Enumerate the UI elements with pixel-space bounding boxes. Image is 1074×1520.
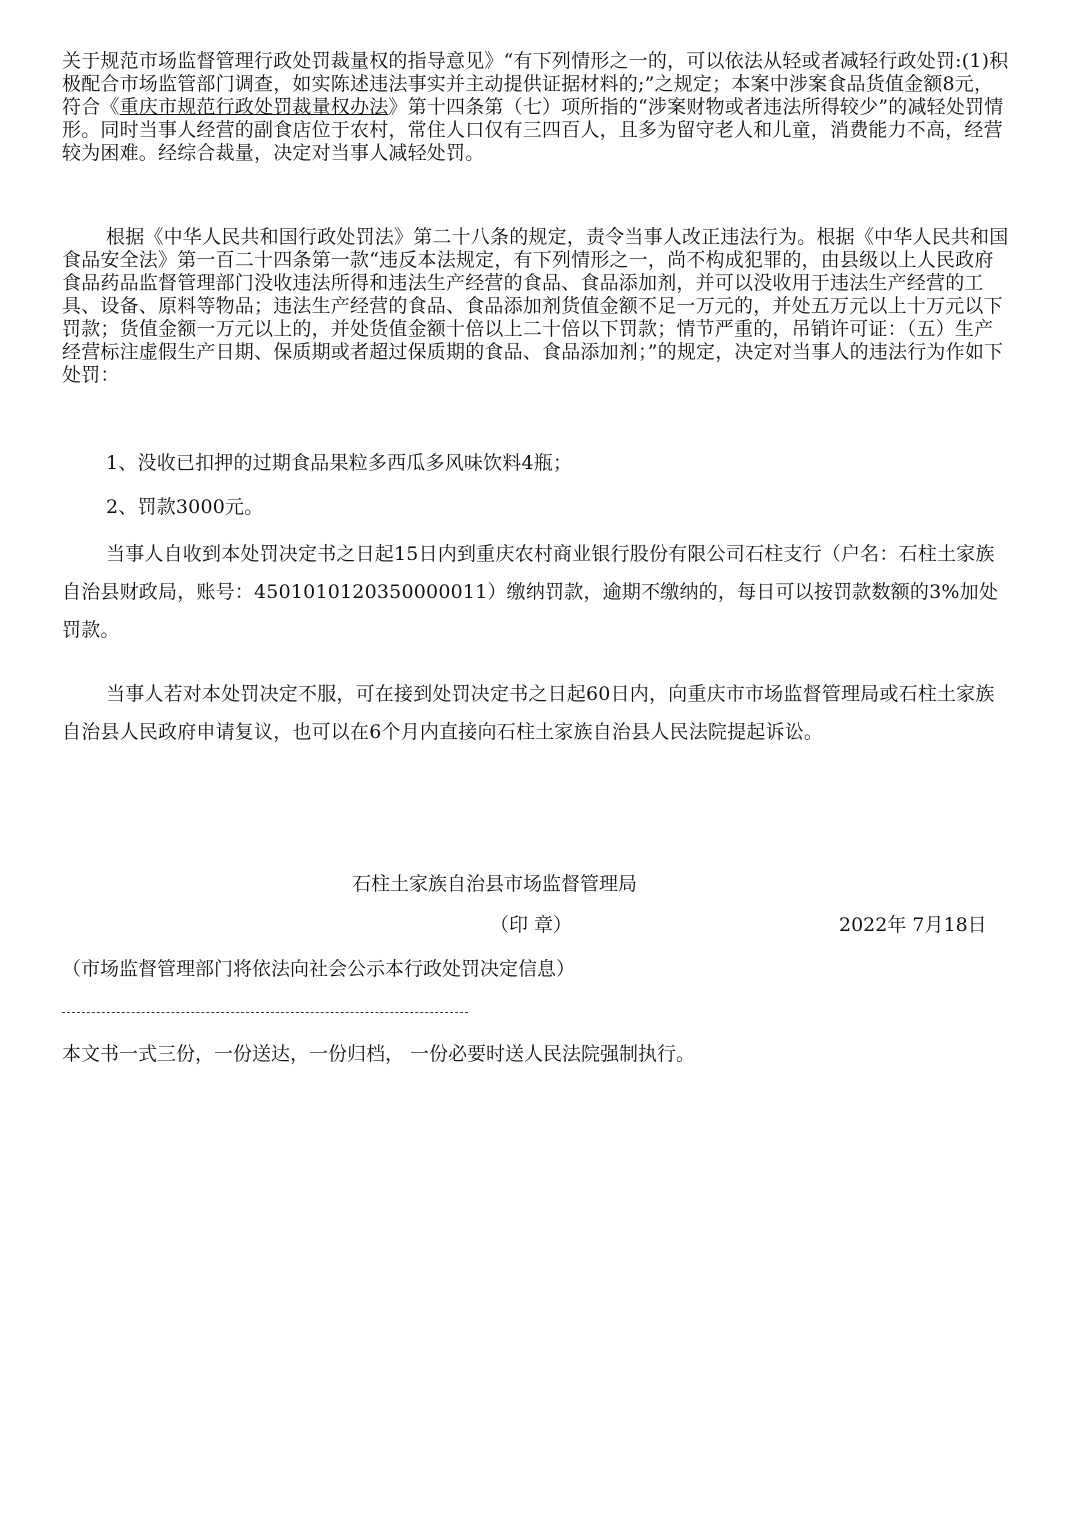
publicity-notice: （市场监督管理部门将依法向社会公示本行政处罚决定信息） [62,958,576,980]
copies-note: 本文书一式三份，一份送达，一份归档， 一份必要时送人民法院强制执行。 [62,1043,696,1065]
paragraph-mitigation-text-1: 关于规范市场监督管理行政处罚裁量权的指导意见》“有下列情形之一的，可以依法从轻或者减轻行政处罚:(1)积极配合市场监管部门调查，如实陈述违法事实并主动提供证据材料的;”之规定；本案中涉案食品货值金额8元，符合《 [62,50,1009,118]
paragraph-mitigation-text-2: 》第十四条第（七）项所指的“涉案财物或者违法所得较少”的减轻处罚情形。同时当事人经营的副食店位于农村，常住人口仅有三四百人，且多为留守老人和儿童，消费能力不高，经营较为困难。经综合裁量，决定对当事人减轻处罚。 [62,96,1004,164]
issue-date: 2022年 7月18日 [839,914,987,936]
separator-line [62,1012,468,1013]
penalty-item-1: 1、没收已扣押的过期食品果粒多西瓜多风味饮料4瓶； [106,452,573,474]
penalty-item-2: 2、罚款3000元。 [106,496,264,518]
paragraph-mitigation-reason [62,50,1012,165]
paragraph-payment-instructions: 当事人自收到本处罚决定书之日起15日内到重庆农村商业银行股份有限公司石柱支行（户名：石柱土家族自治县财政局，账号：4501010120350000011）缴纳罚款，逾期不缴纳的，每日可以按罚款数额的3%加处罚款。 [62,543,999,641]
paragraph-legal-basis: 根据《中华人民共和国行政处罚法》第二十八条的规定，责令当事人改正违法行为。根据《中华人民共和国食品安全法》第一百二十四条第一款“违反本法规定，有下列情形之一，尚不构成犯罪的，由县级以上人民政府食品药品监督管理部门没收违法所得和违法生产经营的食品、食品添加剂，并可以没收用于违法生产经营的工具、设备、原料等物品；违法生产经营的食品、食品添加剂货值金额不足一万元的，并处五万元以上十万元以下罚款；货值金额一万元以上的，并处货值金额十倍以上二十倍以下罚款；情节严重的，吊销许可证：（五）生产经营标注虚假生产日期、保质期或者超过保质期的食品、食品添加剂；”的规定，决定对当事人的违法行为作如下处罚： [62,226,1009,386]
paragraph-appeal-rights: 当事人若对本处罚决定不服，可在接到处罚决定书之日起60日内，向重庆市市场监督管理局或石柱土家族自治县人民政府申请复议，也可以在6个月内直接向石柱土家族自治县人民法院提起诉讼。 [62,683,995,743]
issuing-agency: 石柱土家族自治县市场监督管理局 [352,873,638,895]
official-seal-label: （印 章） [490,914,573,936]
regulation-link-text: 重庆市规范行政处罚裁量权办法 [119,96,389,118]
